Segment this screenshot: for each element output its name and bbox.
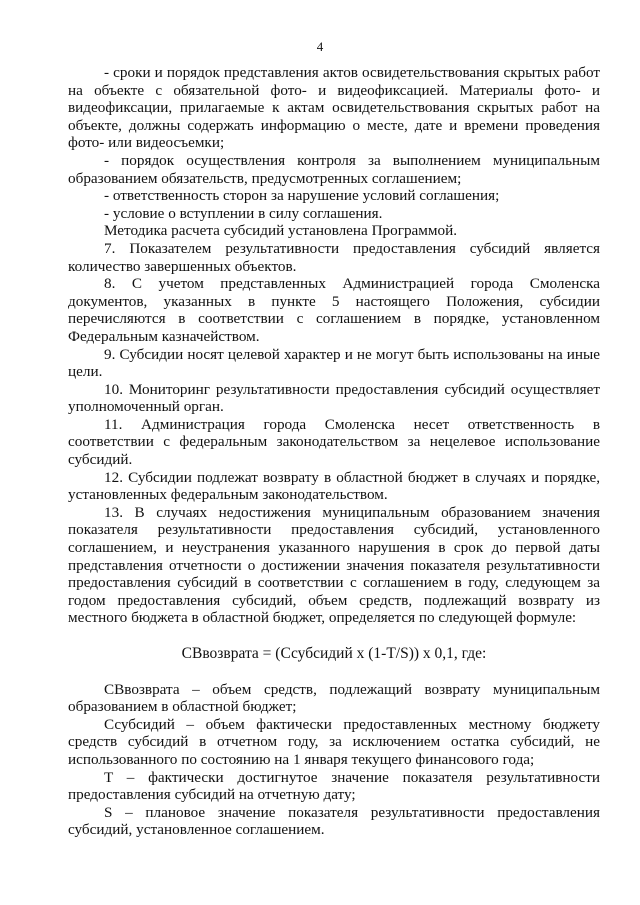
paragraph-7: 7. Показателем результативности предоставления субсидий является количество завершенных объектов. <box>68 239 600 275</box>
definition-s: S – плановое значение показателя результативности предоставления субсидий, установленное соглашением. <box>68 803 600 839</box>
paragraph-9: 9. Субсидии носят целевой характер и не могут быть использованы на иные цели. <box>68 345 600 381</box>
document-body <box>68 64 600 839</box>
paragraph-13: 13. В случаях недостижения муниципальным образованием значения показателя результативности предоставления субсидий, установленного соглашением, и неустранения указанного нарушения в срок до первой даты представления отчетности о достижении значения показателя результативности предоставления субсидий в соответствии с соглашением в году, следующем за годом предоставления субсидий, объем средств, подлежащий возврату из местного бюджета в областной бюджет, определяется по следующей формуле: <box>68 503 600 627</box>
paragraph-11: 11. Администрация города Смоленска несет ответственность в соответствии с федеральным законодательством за нецелевое использование субсидий. <box>68 415 600 469</box>
definition-sv-refund: СВвозврата – объем средств, подлежащий возврату муниципальным образованием в областной бюджет; <box>68 680 600 716</box>
paragraph-12: 12. Субсидии подлежат возврату в областной бюджет в случаях и порядке, установленных федеральным законодательством. <box>68 468 600 504</box>
paragraph-responsibility: - ответственность сторон за нарушение условий соглашения; <box>104 187 500 205</box>
definition-t: T – фактически достигнутое значение показателя результативности предоставления субсидий на отчетную дату; <box>68 768 600 804</box>
page-number: 4 <box>316 39 324 54</box>
refund-formula: СВвозврата = (Ссубсидий х (1-T/S)) х 0,1, где: <box>181 645 487 662</box>
paragraph-8: 8. С учетом представленных Администрацией города Смоленска документов, указанных в пункте 5 настоящего Положения, субсидии перечисляются в соответствии с соглашением в порядке, установленном Федеральным казначейством. <box>68 275 600 345</box>
paragraph-control-procedure: - порядок осуществления контроля за выполнением муниципальным образованием обязательств, предусмотренных соглашением; <box>68 151 600 187</box>
paragraph-10: 10. Мониторинг результативности предоставления субсидий осуществляет уполномоченный орган. <box>68 380 600 416</box>
paragraph-methodology: Методика расчета субсидий установлена Программой. <box>104 222 458 240</box>
definition-c-subsidy: Ссубсидий – объем фактически предоставленных местному бюджету средств субсидий в отчетном году, за исключением остатка субсидий, не использованного по состоянию на 1 января текущего финансового года; <box>68 715 600 768</box>
paragraph-entry-into-force: - условие о вступлении в силу соглашения. <box>104 204 383 222</box>
paragraph-acts-deadlines: - сроки и порядок представления актов освидетельствования скрытых работ на объекте с обязательной фото- и видеофиксацией. Материалы фото- и видеофиксации, прилагаемые к актам освидетельствования скрытых работ на объекте, должны содержать информацию о месте, дате и времени проведения фото- или видеосъемки; <box>68 64 600 152</box>
